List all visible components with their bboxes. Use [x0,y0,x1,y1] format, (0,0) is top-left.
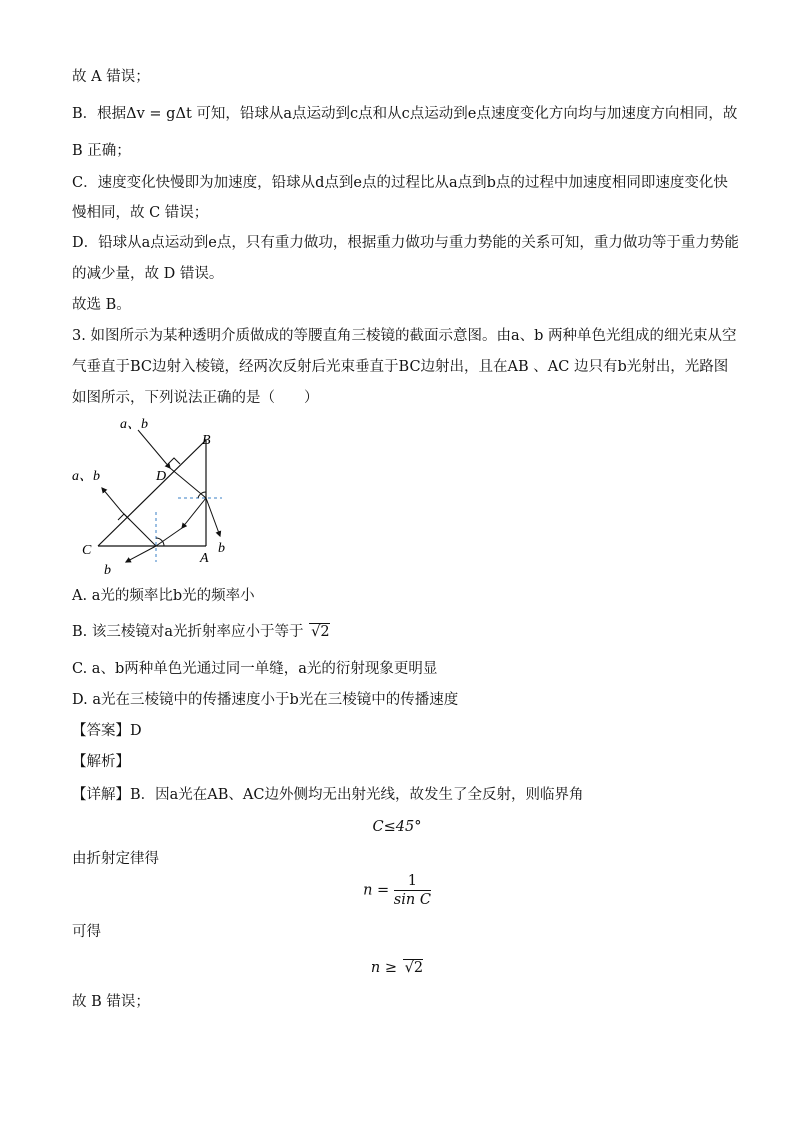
option-a: A. a光的频率比b光的频率小 [72,588,255,604]
detail-text: 【详解】B．因a光在AB、AC边外侧均无出射光线，故发生了全反射，则临界角 [72,787,584,803]
label-c-vertex: C [82,543,92,558]
question-text: 3. 如图所示为某种透明介质做成的等腰直角三棱镜的截面示意图。由a、b 两种单色光组成的细光束从空 [72,328,737,344]
light-rays [102,430,220,562]
option-b [72,622,732,642]
text-line: 故 A 错误； [72,69,150,85]
fraction [394,872,431,909]
label-ab-left: a、b [72,469,100,484]
question-text: 气垂直于BC边射入棱镜，经两次反射后光束垂直于BC边射出，且在AB 、AC 边只有b光射出，光路图 [72,359,729,375]
text-line: B．根据Δv = gΔt 可知，铅球从a点运动到c点和从c点运动到e点速度变化方向均与加速度方向相同，故 [72,106,738,122]
option-d: D. a光在三棱镜中的传播速度小于b光在三棱镜中的传播速度 [72,692,459,708]
sqrt-symbol: √2 [404,960,424,976]
sqrt-value: 2 [413,960,424,976]
text-line: 故选 B。 [72,297,131,313]
eq-lhs: n = [363,882,390,899]
eq-lhs: n ≥ [370,960,397,976]
equation-index [0,958,794,978]
text-line: C．速度变化快慢即为加速度，铅球从d点到e点的过程比从a点到b点的过程中加速度相同即速度变化快 [72,175,728,191]
equation-refraction [0,872,794,914]
normal-lines [156,498,222,562]
text-line: 的减少量，故 D 错误。 [72,266,224,282]
option-c: C. a、b两种单色光通过同一单缝，a光的衍射现象更明显 [72,661,438,677]
prism-triangle [98,440,206,546]
label-b-vertex: B [202,433,211,448]
text-line: 慢相同，故 C 错误； [72,205,209,221]
answer-label: 【答案】D [72,723,142,739]
text-line: 故 B 错误； [72,994,150,1010]
label-d-point: D [156,469,167,484]
equation-critical-angle: C≤45° [372,819,422,835]
fraction-denominator: sin C [393,892,431,908]
label-b-right: b [218,541,225,556]
option-b-text: B. 该三棱镜对a光折射率应小于等于 [72,624,304,640]
text-line: 可得 [72,924,101,940]
question-text: 如图所示，下列说法正确的是（ ） [72,390,319,406]
label-a-vertex: A [200,551,209,566]
label-b-bottom: b [104,563,111,578]
analysis-label: 【解析】 [72,754,130,770]
text-line: 由折射定律得 [72,851,159,867]
text-line: B 正确； [72,143,131,159]
prism-figure [60,412,240,582]
fraction-numerator: 1 [394,872,431,891]
label-ab-top: a、b [120,417,148,432]
text-line: D．铅球从a点运动到e点，只有重力做功，根据重力做功与重力势能的关系可知，重力做功等于重力势能 [72,235,739,251]
sqrt-value: 2 [320,624,330,640]
sqrt-symbol: √2 [311,624,330,640]
